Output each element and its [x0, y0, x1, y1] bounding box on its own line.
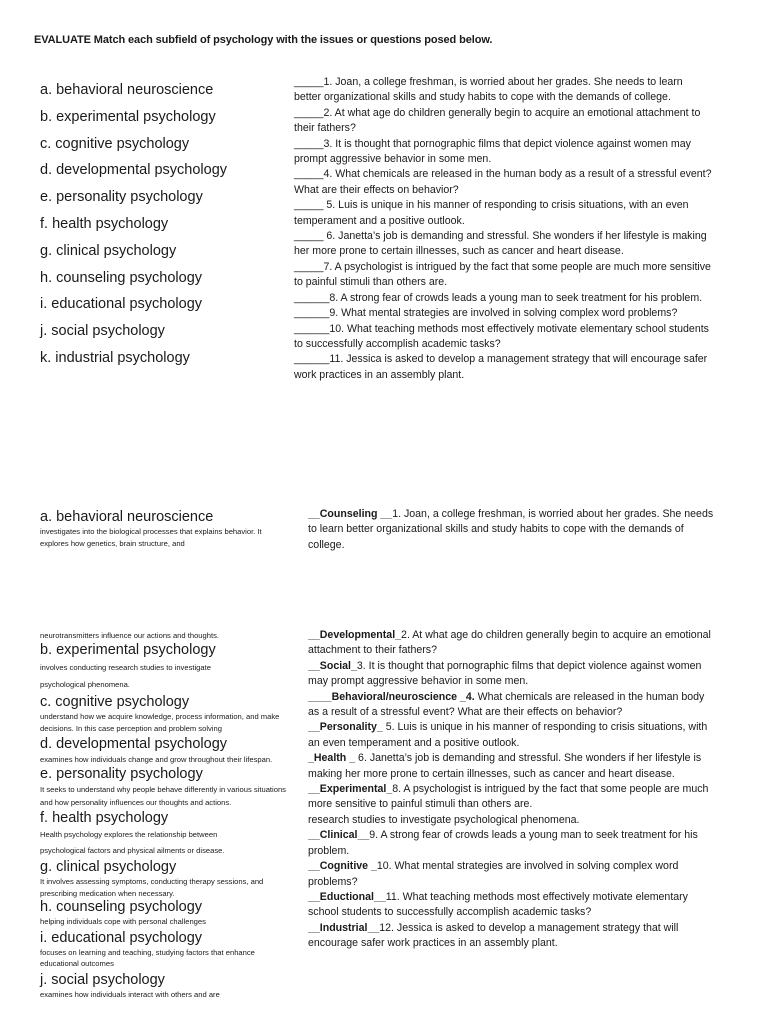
- subfield-item: j. social psychology: [40, 323, 165, 340]
- answer-row: [308, 720, 718, 751]
- answer-label: __Cognitive _: [308, 860, 377, 873]
- subfield-description: It involves assessing symptoms, conducting therapy sessions, and prescribing medication when necessary.: [40, 877, 264, 898]
- subfield-description: examines how individuals interact with others and are: [40, 989, 220, 999]
- answer-question: 3. It is thought that pornographic films that depict violence against women may prompt aggressive behavior in some men.: [308, 659, 702, 688]
- answer-label: __Developmental_: [308, 629, 402, 641]
- question: ______10. What teaching methods most effectively motivate elementary school students to successfully accomplish academic tasks?: [294, 322, 709, 350]
- subfield-description: focuses on learning and teaching, studying factors that enhance educational outcomes: [40, 947, 255, 968]
- answer-question: 1. Joan, a college freshman, is worried about her grades. She needs to learn better organizational skills and study habits to cope with the demands of college.: [308, 508, 714, 551]
- answer-question: 8. A psychologist is intrigued by the fact that some people are much more sensitive to painful stimuli than others are. research studies to investigate psychological phenomena.: [308, 783, 709, 826]
- subfield-title: c. cognitive psychology: [40, 694, 190, 710]
- answer-label: __Industrial__: [308, 921, 380, 934]
- subfield-title: i. educational psychology: [40, 929, 203, 946]
- question: _____2. At what age do children generally begin to acquire an emotional attachment to their fathers?: [294, 106, 701, 135]
- answer-row: [308, 890, 718, 921]
- answer-row: [308, 507, 718, 553]
- answer-question: 5. Luis is unique in his manner of responding to crisis situations, with an even temperament and a positive outlook.: [308, 721, 708, 749]
- question: ______11. Jessica is asked to develop a management strategy that will encourage safer work practices in an assembly plant.: [294, 353, 708, 381]
- answer-label: _Health _: [308, 752, 356, 765]
- question: _____1. Joan, a college freshman, is worried about her grades. She needs to learn better organizational skills and study habits to cope with the demands of college.: [294, 76, 683, 104]
- answer-question: 6. Janetta’s job is demanding and stressful. She wonders if her lifestyle is making her more prone to certain illnesses, such as cancer and heart disease.: [308, 752, 702, 780]
- subfield-desc-block: [40, 509, 290, 549]
- answer-question: 10. What mental strategies are involved in solving complex word problems?: [308, 860, 679, 888]
- answer-row: [308, 690, 718, 721]
- answer-question: 2. At what age do children generally begin to acquire an emotional attachment to their fathers?: [308, 629, 711, 657]
- subfield-title: h. counseling psychology: [40, 899, 203, 915]
- answer-row: [308, 659, 718, 690]
- subfield-item: f. health psychology: [40, 215, 169, 232]
- answer-question: What chemicals are released in the human body as a result of a stressful event? What are their effects on behavior?: [308, 690, 705, 719]
- question: _____3. It is thought that pornographic films that depict violence against women may prompt aggressive behavior in some men.: [294, 137, 691, 166]
- answer-question: 11. What teaching methods most effectively motivate elementary school students to successfully accomplish academic tasks?: [308, 890, 688, 919]
- answer-list: [308, 628, 718, 952]
- subfield-title: d. developmental psychology: [40, 736, 228, 752]
- subfield-title: j. social psychology: [40, 971, 165, 988]
- answer-label: __Personality_: [308, 721, 383, 734]
- answer-row: [308, 828, 718, 859]
- question: _____ 5. Luis is unique in his manner of responding to crisis situations, with an even temperament and a positive outlook.: [294, 199, 689, 227]
- subfield-title: b. experimental psychology: [40, 642, 216, 658]
- question: ______8. A strong fear of crowds leads a young man to seek treatment for his problem.: [294, 291, 703, 304]
- subfield-description: helping individuals cope with personal challenges: [40, 917, 206, 926]
- subfield-title: e. personality psychology: [40, 766, 203, 782]
- answer-row: [308, 628, 718, 659]
- subfield-item: d. developmental psychology: [40, 162, 228, 179]
- subfield-item: h. counseling psychology: [40, 269, 203, 286]
- subfield-description: neurotransmitters influence our actions and thoughts.: [40, 631, 219, 640]
- subfield-title: a. behavioral neuroscience: [40, 509, 214, 525]
- answer-row: [308, 921, 718, 952]
- answer-question: 12. Jessica is asked to develop a management strategy that will encourage safer work practices in an assembly plant.: [308, 921, 679, 950]
- answer-label: __Clinical__: [308, 829, 370, 842]
- subfield-description: understand how we acquire knowledge, process information, and make decisions. In this case perception and problem solving: [40, 712, 280, 733]
- answer-label: __Eductional__: [308, 890, 386, 903]
- subfield-item: a. behavioral neuroscience: [40, 82, 214, 98]
- subfield-title: f. health psychology: [40, 810, 169, 826]
- question-list: [294, 75, 712, 383]
- question: _____4. What chemicals are released in the human body as a result of a stressful event? What are their effects on behavior?: [294, 168, 712, 196]
- subfield-item: e. personality psychology: [40, 189, 203, 206]
- answer-label: ____Behavioral/neuroscience _4.: [308, 690, 475, 703]
- subfield-list: [40, 80, 290, 375]
- answer-label: __Social_: [308, 659, 357, 672]
- subfield-description: examines how individuals change and grow throughout their lifespan.: [40, 755, 273, 764]
- answer-label: __Experimental_: [308, 783, 393, 796]
- subfield-item: c. cognitive psychology: [40, 135, 190, 152]
- subfield-description: Health psychology explores the relationship between psychological factors and physical ailments or disease.: [40, 830, 225, 855]
- answer-block: [308, 507, 718, 553]
- subfield-item: b. experimental psychology: [40, 108, 216, 125]
- subfield-description: It seeks to understand why people behave differently in various situations and how personality influences our thoughts and actions.: [40, 785, 286, 807]
- question: _____ 6. Janetta’s job is demanding and stressful. She wonders if her lifestyle is making her more prone to certain illnesses, such as cancer and heart disease.: [294, 230, 707, 258]
- answer-row: [308, 751, 718, 782]
- subfield-title: g. clinical psychology: [40, 859, 177, 875]
- subfield-item: k. industrial psychology: [40, 349, 190, 366]
- subfield-description: involves conducting research studies to investigate psychological phenomena.: [40, 663, 211, 689]
- subfield-description: investigates into the biological processes that explains behavior. It explores how genetics, brain structure, and: [40, 527, 262, 548]
- answer-row: [308, 859, 718, 890]
- subfield-desc-list: [40, 628, 290, 1000]
- subfield-item: i. educational psychology: [40, 296, 203, 313]
- question: _____7. A psychologist is intrigued by the fact that some people are much more sensitive to painful stimuli than others are.: [294, 260, 711, 289]
- answer-label: __Counseling __: [308, 508, 393, 520]
- question: ______9. What mental strategies are involved in solving complex word problems?: [294, 307, 678, 320]
- answer-row: [308, 782, 718, 828]
- answer-question: 9. A strong fear of crowds leads a young man to seek treatment for his problem.: [308, 829, 698, 857]
- subfield-item: g. clinical psychology: [40, 242, 177, 259]
- page-title: EVALUATE Match each subfield of psychology with the issues or questions posed below.: [34, 34, 493, 46]
